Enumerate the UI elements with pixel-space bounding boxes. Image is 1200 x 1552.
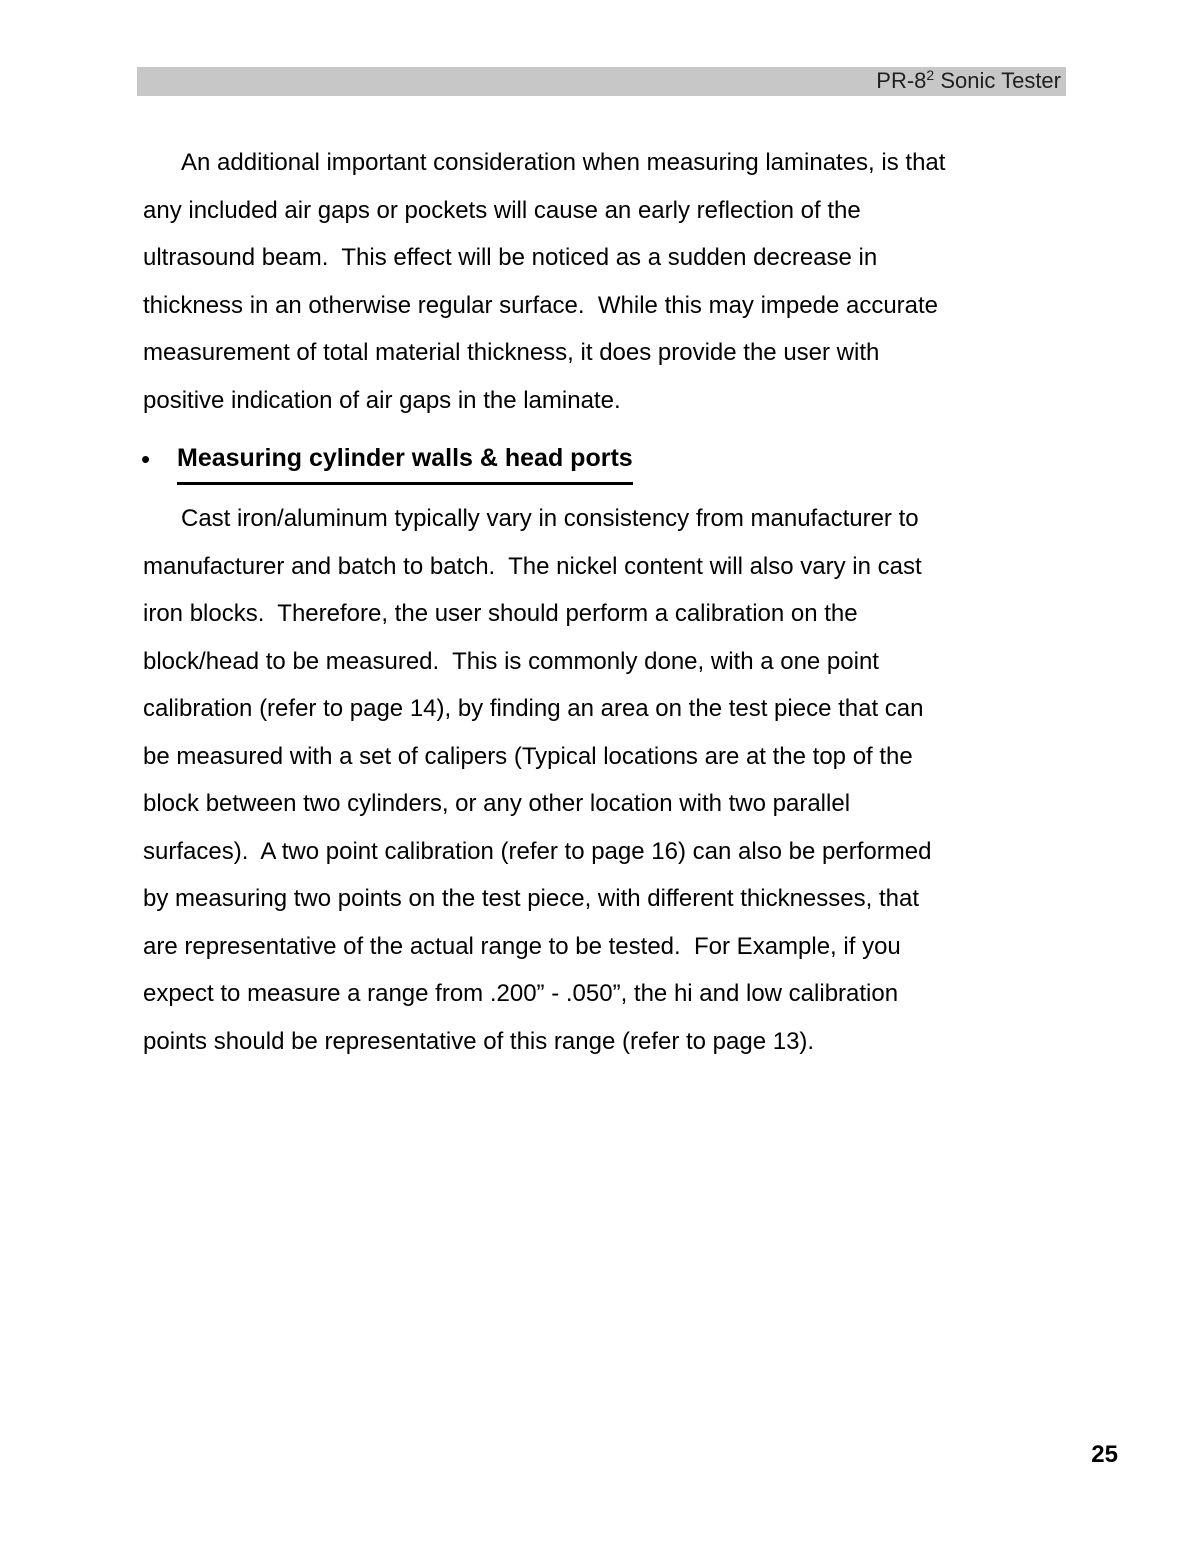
product-name-prefix: PR-8 bbox=[876, 67, 927, 93]
page-number: 25 bbox=[1091, 1441, 1118, 1468]
text-line: block between two cylinders, or any other location with two parallel bbox=[143, 790, 851, 817]
text-line: are representative of the actual range to be tested. For Example, if you bbox=[143, 932, 901, 960]
text-line: be measured with a set of calipers (Typical locations are at the top of the bbox=[143, 742, 913, 770]
section-heading bbox=[141, 436, 633, 484]
text-line: by measuring two points on the test piece, with different thicknesses, that bbox=[143, 885, 919, 912]
text-line: thickness in an otherwise regular surface. While this may impede accurate bbox=[143, 291, 939, 319]
text-line: block/head to be measured. This is commonly done, with a one point bbox=[143, 647, 879, 675]
bullet-icon: • bbox=[141, 444, 151, 474]
text-line: expect to measure a range from .200” - .050”, the hi and low calibration bbox=[143, 980, 899, 1007]
section-heading-text: Measuring cylinder walls & head ports bbox=[177, 435, 633, 486]
paragraph-laminates bbox=[143, 139, 1073, 424]
text-line: measurement of total material thickness, it does provide the user with bbox=[143, 339, 880, 366]
text-line: calibration (refer to page 14), by finding an area on the test piece that can bbox=[143, 695, 924, 722]
text-line: positive indication of air gaps in the laminate. bbox=[143, 386, 621, 414]
paragraph-calibration bbox=[143, 495, 1073, 1065]
text-line: Cast iron/aluminum typically vary in consistency from manufacturer to bbox=[181, 505, 919, 532]
text-line: any included air gaps or pockets will cause an early reflection of the bbox=[143, 196, 861, 224]
text-line: ultrasound beam. This effect will be noticed as a sudden decrease in bbox=[143, 244, 878, 271]
header-title bbox=[876, 66, 1061, 98]
text-line: points should be representative of this range (refer to page 13). bbox=[143, 1027, 815, 1055]
text-line: manufacturer and batch to batch. The nickel content will also vary in cast bbox=[143, 552, 922, 580]
product-name-superscript: 2 bbox=[926, 66, 935, 83]
header-bar bbox=[137, 67, 1066, 96]
product-name-suffix: Sonic Tester bbox=[934, 67, 1061, 93]
text-line: iron blocks. Therefore, the user should perform a calibration on the bbox=[143, 600, 858, 627]
text-line: surfaces). A two point calibration (refer to page 16) can also be performed bbox=[143, 837, 932, 865]
text-line: An additional important consideration when measuring laminates, is that bbox=[181, 149, 946, 176]
